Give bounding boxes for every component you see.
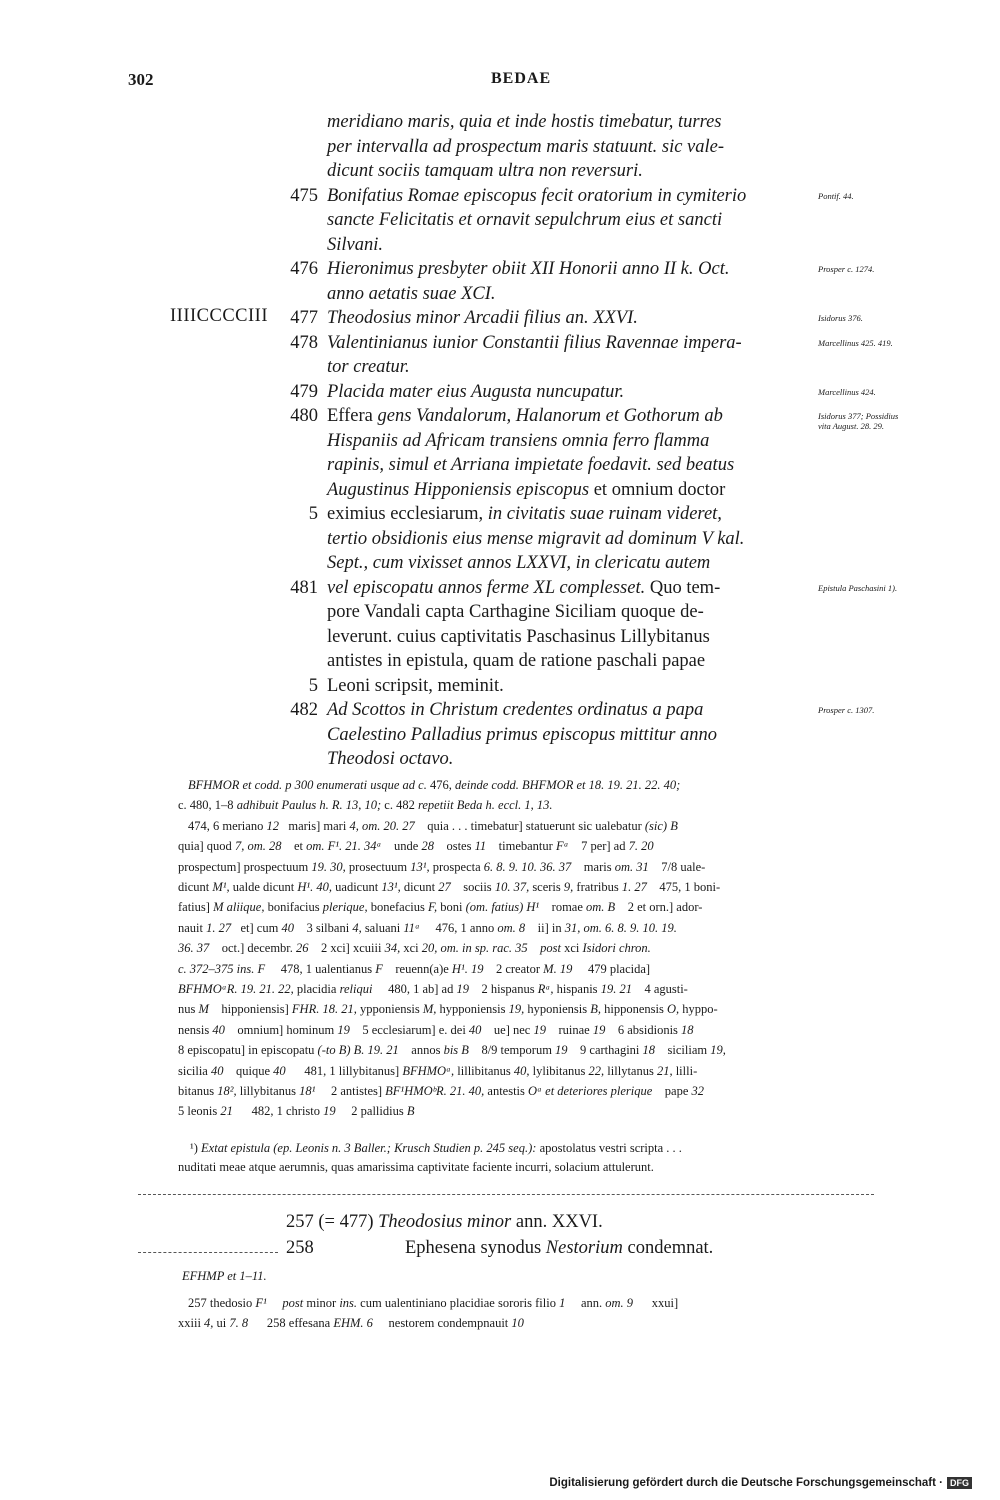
text-line: anno aetatis suae XCI. xyxy=(327,283,496,304)
text-line: leverunt. cuius captivitatis Paschasinus Lillybitanus xyxy=(327,626,710,647)
apparatus-line: c. 480, 1–8 adhibuit Paulus h. R. 13, 10; c. 482 repetiit Beda h. eccl. 1, 13. xyxy=(178,798,553,813)
text-line: Theodosi octavo. xyxy=(327,749,454,769)
text-line: pore Vandali capta Carthagine Siciliam quoque de- xyxy=(327,602,704,622)
text-line: Theodosius minor Arcadii filius an. XXVI. xyxy=(327,308,638,328)
text-line: Bonifatius Romae episcopus fecit oratorium in cymiterio xyxy=(327,185,747,206)
second-text-line-1 xyxy=(286,1210,603,1235)
short-separator xyxy=(138,1252,278,1253)
side-note: Isidorus 376. xyxy=(818,313,863,323)
page-number: 302 xyxy=(128,70,154,89)
apparatus-line: 474, 6 meriano 12 maris] mari 4, om. 20. 27 quia . . . timebatur] statuerunt sic ualebatur (sic) B xyxy=(188,818,678,833)
text-line: Sept., cum vixisset annos LXXVI, in clericatu autem xyxy=(327,553,711,573)
apparatus-line: nus M hipponiensis] FHR. 18. 21, ypponiensis M, hypponiensis 19, hyponiensis B, hipponensis O, hyppo- xyxy=(178,1002,718,1017)
text: Ephesena synodus Nestorium condemnat. xyxy=(405,1238,714,1258)
apparatus-line: sicilia 40 quique 40 481, 1 lillybitanus] BFHMOᵃ, lillibitanus 40, lylibitanus 22, lillytanus 21, lilli- xyxy=(178,1063,698,1078)
text-line: Hieronimus presbyter obiit XII Honorii anno II k. Oct. xyxy=(327,259,730,279)
apparatus-line: 8 episcopatu] in episcopatu (-to B) B. 19. 21 annos bis B 8/9 temporum 19 9 carthagini 18 siciliam 19, xyxy=(178,1043,726,1058)
text-line: dicunt sociis tamquam ultra non reversuri. xyxy=(327,161,643,181)
second-apparatus-line-1: 257 thedosio F¹ post minor ins. cum ualentiniano placidiae sororis filio 1 ann. om. 9 xxui] xyxy=(188,1296,679,1310)
apparatus-line: prospectum] prospectuum 19. 30, prosectuum 13¹, prospecta 6. 8. 9. 10. 36. 37 maris om. 31 7/8 uale- xyxy=(178,859,706,874)
era-marker: IIIICCCCIII xyxy=(170,306,268,326)
apparatus-line: nauit 1. 27 et] cum 40 3 silbani 4, saluani 11ᵃ 476, 1 anno om. 8 ii] in 31, om. 6. 8. 9. 10. 19. xyxy=(178,920,677,935)
running-title: BEDAE xyxy=(491,70,552,87)
text-line: Effera gens Vandalorum, Halanorum et Gothorum ab xyxy=(327,406,723,426)
line-number: 475 xyxy=(290,185,318,206)
text-line: antistes in epistula, quam de ratione paschali papae xyxy=(327,651,706,671)
footnote-line-2: nuditati meae atque aerumnis, quas amarissima captivitate faciente incurri, solacium attulerunt. xyxy=(178,1160,654,1174)
apparatus-line: BFHMOᵃR. 19. 21. 22, placidia reliqui 480, 1 ab] ad 19 2 hispanus Rᵃ, hispanis 19. 21 4 agusti- xyxy=(178,982,688,996)
text-line: Placida mater eius Augusta nuncupatur. xyxy=(327,381,625,402)
side-note: Prosper c. 1274. xyxy=(818,264,875,274)
cross-reference: (= 477) xyxy=(318,1212,374,1232)
line-number: 477 xyxy=(290,308,318,328)
line-number: 5 xyxy=(308,504,318,524)
side-note: Marcellinus 425. 419. xyxy=(818,337,893,348)
line-number: 482 xyxy=(290,700,318,720)
second-apparatus-line-2: xxiii 4, ui 7. 8 258 effesana EHM. 6 nestorem condempnauit 10 xyxy=(178,1316,524,1330)
text-line: vel episcopatu annos ferme XL complesset. Quo tem- xyxy=(327,577,721,598)
line-number: 478 xyxy=(290,332,318,353)
side-note: Epistula Paschasini 1). xyxy=(818,582,898,593)
text-line: sancte Felicitatis et ornavit sepulchrum eius et sancti xyxy=(327,210,723,230)
text-line: Augustinus Hipponiensis episcopus et omnium doctor xyxy=(327,479,726,500)
text-line: Silvani. xyxy=(327,234,384,255)
line-number: 476 xyxy=(290,259,318,279)
apparatus-line: c. 372–375 ins. F 478, 1 ualentianus F reuenn(a)e H¹. 19 2 creator M. 19 479 placida] xyxy=(178,961,651,976)
apparatus-line: fatius] M aliique, bonifacius plerique, bonefacius F, boni (om. fatius) H¹ romae om. B 2 et orn.] ador- xyxy=(178,900,703,915)
text-line: Leoni scripsit, meminit. xyxy=(327,675,504,696)
apparatus-line: 5 leonis 21 482, 1 christo 19 2 pallidius B xyxy=(178,1104,415,1119)
second-text-line-2 xyxy=(286,1236,713,1261)
dfg-logo: DFG xyxy=(947,1477,972,1489)
apparatus-line: dicunt M¹, ualde dicunt H¹. 40, uadicunt 13¹, dicunt 27 sociis 10. 37, sceris 9, fratribus 1. 27 475, 1 boni- xyxy=(178,880,721,894)
text: Theodosius minor ann. XXVI. xyxy=(378,1212,603,1232)
text-line: meridiano maris, quia et inde hostis timebatur, turres xyxy=(327,112,722,132)
side-note: Isidorus 377; Possidius vita August. 28. 29. xyxy=(818,411,899,431)
text-line: Caelestino Palladius primus episcopus mittitur anno xyxy=(327,724,718,745)
side-note: Prosper c. 1307. xyxy=(818,705,875,715)
text-line: tor creatur. xyxy=(327,357,410,377)
line-number: 5 xyxy=(308,675,318,696)
text-line: Valentinianus iunior Constantii filius Ravennae impera- xyxy=(327,332,742,353)
apparatus-line: BFHMOR et codd. p 300 enumerati usque ad c. 476, deinde codd. BHFMOR et 18. 19. 21. 22. 40; xyxy=(188,778,681,792)
section-separator xyxy=(138,1194,874,1195)
text-line: Ad Scottos in Christum credentes ordinatus a papa xyxy=(327,700,704,720)
line-number: 258 xyxy=(286,1238,314,1258)
credit-text: Digitalisierung gefördert durch die Deutsche Forschungsgemeinschaft · xyxy=(549,1477,943,1489)
text-line: rapinis, simul et Arriana impietate foedavit. sed beatus xyxy=(327,455,735,475)
text-line: eximius ecclesiarum, in civitatis suae ruinam videret, xyxy=(327,504,722,524)
line-number: 257 xyxy=(286,1212,314,1232)
digitization-credit xyxy=(549,1477,972,1489)
line-number: 481 xyxy=(290,577,318,598)
side-note: Pontif. 44. xyxy=(818,190,854,201)
footnote-line-1: ¹) Extat epistula (ep. Leonis n. 3 Baller.; Krusch Studien p. 245 seq.): apostolatus vestri scripta . . . xyxy=(190,1141,682,1155)
apparatus-line: bitanus 18², lillybitanus 18¹ 2 antistes] BF¹HMOᵇR. 21. 40, antestis Oᵃ et deteriores plerique pape 32 xyxy=(178,1084,705,1098)
apparatus-line: 36. 37 oct.] decembr. 26 2 xci] xcuiii 34, xci 20, om. in sp. rac. 35 post xci Isidori chron. xyxy=(178,941,651,956)
second-apparatus-sigla: EFHMP et 1–11. xyxy=(182,1269,267,1283)
text-line: per intervalla ad prospectum maris statuunt. sic vale- xyxy=(327,136,725,157)
apparatus-line: quia] quod 7, om. 28 et om. F¹. 21. 34ᵃ unde 28 ostes 11 timebantur Fᵃ 7 per] ad 7. 20 xyxy=(178,839,654,854)
apparatus-line: nensis 40 omnium] hominum 19 5 ecclesiarum] e. dei 40 ue] nec 19 ruinae 19 6 absidionis 18 xyxy=(178,1022,694,1037)
side-note: Marcellinus 424. xyxy=(818,386,876,397)
line-number: 479 xyxy=(290,381,318,402)
line-number: 480 xyxy=(290,406,318,426)
text-line: Hispaniis ad Africam transiens omnia ferro flamma xyxy=(327,430,710,451)
text-line: tertio obsidionis eius mense migravit ad dominum V kal. xyxy=(327,528,745,549)
